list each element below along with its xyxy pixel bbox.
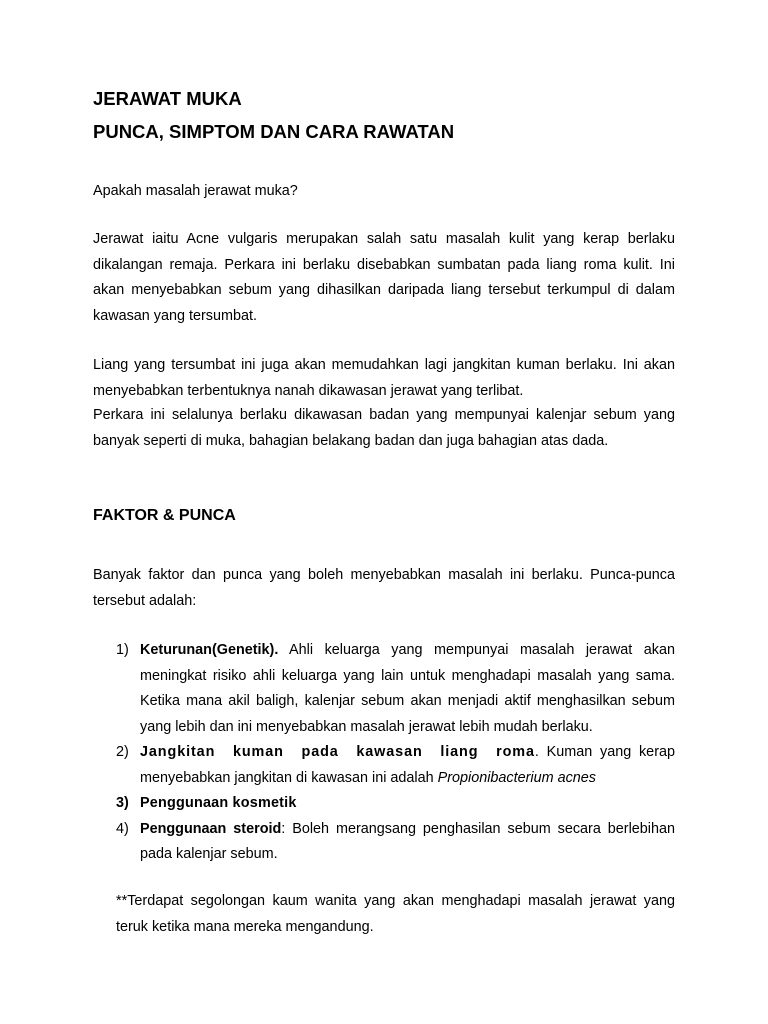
paragraph-location: Perkara ini selalunya berlaku dikawasan badan yang mempunyai kalenjar sebum yang banyak seperti di muka, bahagian belakang badan dan juga bahagian atas dada. [93,407,675,449]
list-item-title: Keturunan(Genetik). [140,642,279,658]
list-item-title: Penggunaan steroid [140,820,282,837]
list-item [116,740,675,791]
list-number: 2) [116,744,129,760]
list-item [116,817,675,868]
section-heading: FAKTOR & PUNCA [93,507,236,524]
list-item-text: : Boleh merangsang penghasilan sebum secara berlebihan pada kalenjar sebum. [140,820,675,862]
list-number: 1) [116,642,129,658]
list-item [116,638,675,740]
intro-paragraph: Banyak faktor dan punca yang boleh menyebabkan masalah ini berlaku. Punca-punca tersebut adalah: [93,567,675,609]
question-text: Apakah masalah jerawat muka? [93,183,298,199]
document-subtitle: PUNCA, SIMPTOM DAN CARA RAWATAN [93,121,455,142]
cause-list [116,638,675,868]
note-paragraph: **Terdapat segolongan kaum wanita yang akan menghadapi masalah jerawat yang teruk ketika mana mereka mengandung. [116,893,675,935]
list-number: 3) [116,795,129,811]
paragraph-infection: Liang yang tersumbat ini juga akan memudahkan lagi jangkitan kuman berlaku. Ini akan menyebabkan terbentuknya nanah dikawasan jerawat yang terlibat. [93,357,675,399]
paragraph-definition: Jerawat iaitu Acne vulgaris merupakan salah satu masalah kulit yang kerap berlaku dikalangan remaja. Perkara ini berlaku disebabkan sumbatan pada liang roma kulit. Ini akan menyebabkan sebum yang dihasilkan daripada liang tersebut terkumpul di dalam kawasan yang tersumbat. [93,231,675,324]
document-title: JERAWAT MUKA [93,88,242,109]
list-item-text: . Kuman yang kerap menyebabkan jangkitan di kawasan ini adalah [140,744,675,786]
list-item [116,791,675,817]
list-item-italic: Propionibacterium acnes [437,769,596,786]
list-item-title: Penggunaan kosmetik [140,795,297,811]
list-item-text: Ahli keluarga yang mempunyai masalah jerawat akan meningkat risiko ahli keluarga yang lain untuk menghadapi masalah yang sama. Ketika mana akil baligh, kalenjar sebum akan menjadi aktif menghasilkan sebum yang lebih dan ini menyebabkan masalah jerawat lebih mudah berlaku. [140,642,675,735]
list-number: 4) [116,820,129,837]
list-item-title: Jangkitan kuman pada kawasan liang roma [140,744,535,760]
